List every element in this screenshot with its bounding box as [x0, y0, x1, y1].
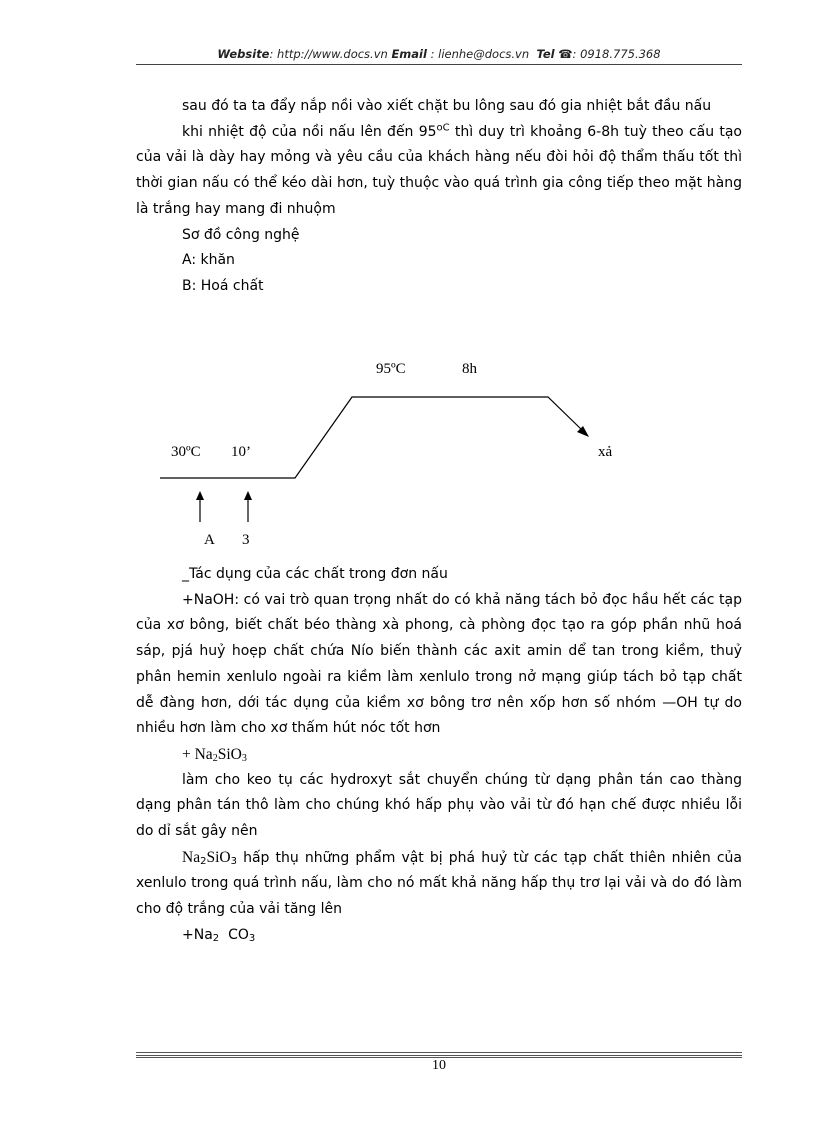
body-text-bottom	[136, 562, 742, 949]
na2sio3-label: + $Na_2SiO_3$	[182, 745, 247, 764]
paragraph-1: sau đó ta ta đẩy nắp nồi vào xiết chặt bu lông sau đó gia nhiệt bắt đầu nấu	[182, 98, 712, 114]
legend-b: B: Hoá chất	[182, 277, 264, 294]
naoh-paragraph: +NaOH: có vai trò quan trọng nhất do có khả năng tách bỏ đọc hầu hết các tạp của xơ bông, biết chất béo thàng xà phong, cà phòng đọc tạo ra góp phần nhũ hoá sáp, pjá huỷ hoẹp chất chứa Nío biến thành các axit amin dể tan trong kiềm, thuỷ phân hemin xenlulo ngoài ra kiềm làm xenlulo trong nở mạng giúp tách bỏ tạp chất dễ đàng hơn, dới tác dụng của kiềm xơ bông trơ nên xốp hơn số nhóm —OH tự do nhiều hơn làm cho xơ thấm hút nóc tốt hơn	[136, 591, 742, 737]
section-title: _Tác dụng của các chất trong đơn nấu	[182, 566, 448, 582]
website-value: : http://www.docs.vn	[269, 47, 388, 61]
diagram-caption: Sơ đồ công nghệ	[182, 226, 300, 243]
arrow-a-head	[196, 491, 204, 500]
arrow-b-label: 3	[242, 532, 250, 548]
paragraph-2: khi nhiệt độ của nồi nấu lên đến $95^{oC}$ thì duy trì khoảng 6-8h tuỳ theo cấu tạo của vải là dày hay mỏng và yêu cầu của khách hàng nếu đòi hỏi độ thẩm thấu tốt thì thời gian nấu có thể kéo dài hơn, tuỳ thuộc vào quá trình gia công tiếp theo mặt hàng là trắng hay mang đi nhuộm	[136, 122, 742, 217]
body-text-top	[136, 94, 742, 300]
time-low-label: 10’	[231, 444, 251, 460]
tel-label: Tel	[536, 47, 555, 61]
arrow-a-label: A	[204, 532, 215, 548]
phone-icon: ☎	[558, 47, 573, 61]
temp-low-label: 30ºC	[171, 444, 201, 460]
na2sio3-paragraph: làm cho keo tụ các hydroxyt sắt chuyển chúng từ dạng phân tán cao thàng dạng phân tán thô làm cho chúng khó hấp phụ vào vải từ đó hạn chế được nhiều lỗi do dỉ sắt gây nên	[136, 771, 742, 840]
page-header	[136, 47, 742, 61]
footer-rule	[136, 1055, 742, 1056]
time-high-label: 8h	[462, 361, 477, 377]
email-label: Email	[391, 47, 427, 61]
tel-value: : 0918.775.368	[572, 47, 661, 61]
header-rule	[136, 64, 742, 65]
legend-a: A: khăn	[182, 252, 235, 269]
degree-superscript: oC	[436, 122, 450, 134]
temp-high-label: 95ºC	[376, 361, 406, 377]
website-label: Website	[217, 47, 270, 61]
na2co3-label: $+Na_2$ $CO_3$	[182, 926, 256, 944]
arrow-b-head	[244, 491, 252, 500]
temperature-profile-line	[160, 397, 583, 478]
page-number: 10	[432, 1058, 446, 1073]
na2sio3-paragraph-2: $Na_2SiO_3$ hấp thụ những phẩm vật bị phá huỷ từ các tạp chất thiên nhiên của xenlulo trong quá trình nấu, làm cho nó mất khả năng hấp thụ trơ lại vải và do đó làm cho độ trắng của vải tăng lên	[136, 848, 742, 918]
process-diagram	[136, 350, 742, 560]
email-value: : lienhe@docs.vn	[426, 47, 530, 61]
drain-label: xả	[598, 444, 613, 460]
footer-rule	[136, 1052, 742, 1053]
